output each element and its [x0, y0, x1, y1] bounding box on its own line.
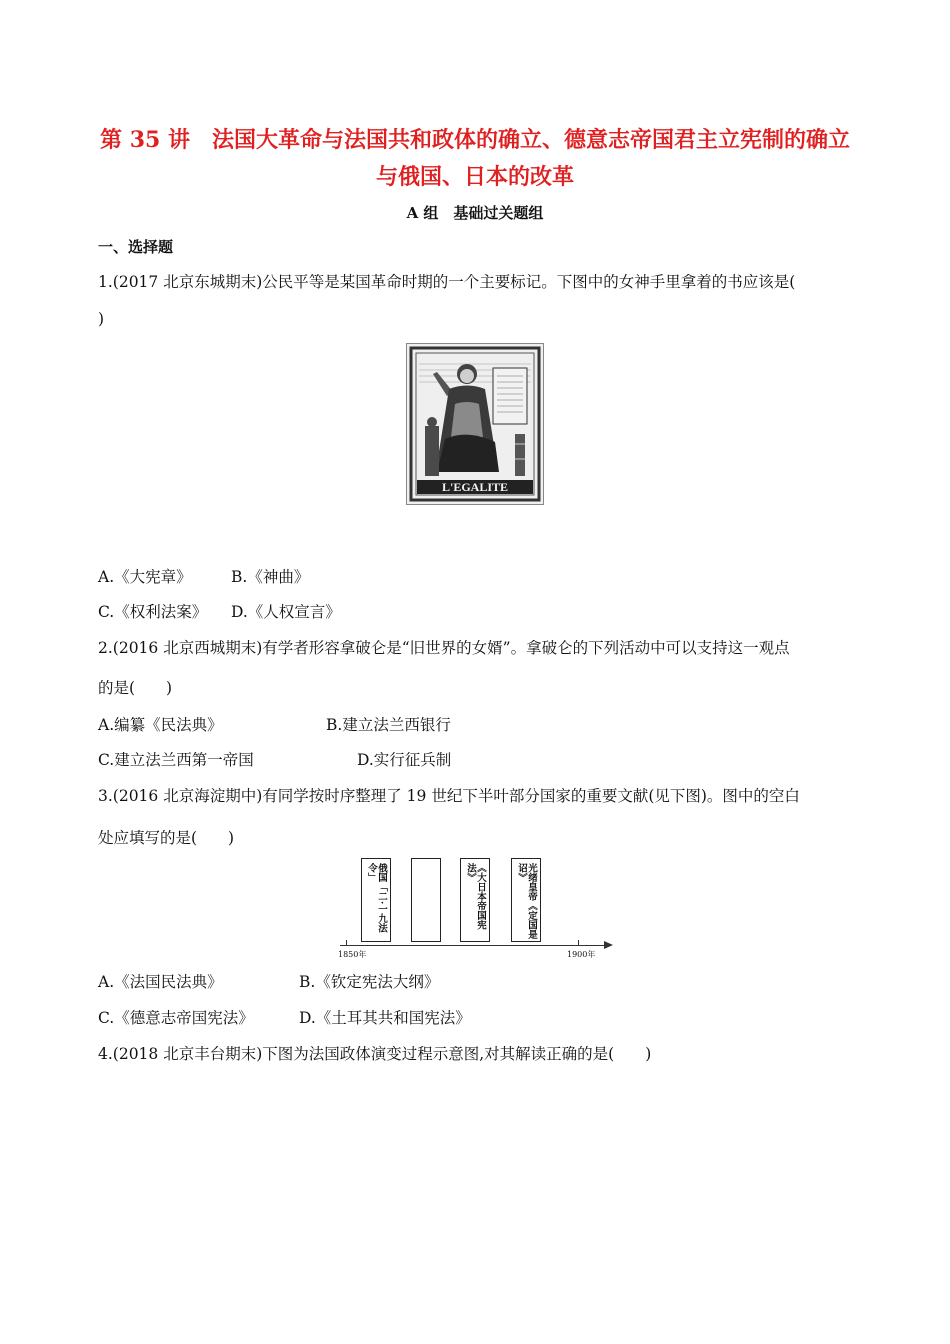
timeline-box-japan: 《大日本帝国宪法》	[460, 858, 490, 942]
q1-option-c: C.《权利法案》	[98, 603, 208, 621]
group-heading: A 组 基础过关题组	[406, 204, 544, 222]
section-heading: 一、选择题	[98, 238, 174, 256]
page-title-line1: 第 35 讲 法国大革命与法国共和政体的确立、德意志帝国君主立宪制的确立	[100, 127, 850, 153]
q1-option-a: A.《大宪章》	[98, 568, 192, 586]
question-3-text: 3.(2016 北京海淀期中)有同学按时序整理了 19 世纪下半叶部分国家的重要文献(见下图)。图中的空白	[98, 787, 800, 805]
q2-option-d: D.实行征兵制	[357, 751, 452, 769]
q3-option-b: B.《钦定宪法大纲》	[299, 973, 440, 991]
q3-option-c: C.《德意志帝国宪法》	[98, 1009, 254, 1027]
timeline-arrow-icon	[604, 940, 614, 950]
tick-1850	[346, 940, 347, 946]
timeline-axis	[340, 945, 608, 946]
timeline-start-label: 1850年	[338, 950, 367, 959]
timeline-box-blank	[411, 858, 441, 942]
timeline-box-china: 光绪皇帝《定国是诏》	[511, 858, 541, 942]
q1-option-d: D.《人权宣言》	[231, 603, 341, 621]
question-1-text-cont: )	[98, 310, 105, 328]
egalite-engraving-image	[406, 343, 544, 505]
question-2-text: 2.(2016 北京西城期末)有学者形容拿破仑是“旧世界的女婿”。拿破仑的下列活动中可以支持这一观点	[98, 639, 790, 657]
q3-option-a: A.《法国民法典》	[98, 973, 223, 991]
timeline-box-russia: 俄国「二·一九法令」	[361, 858, 391, 942]
question-2-text-cont: 的是( )	[98, 679, 173, 697]
engraving-caption: L'EGALITE	[441, 480, 509, 494]
question-4-text: 4.(2018 北京丰台期末)下图为法国政体演变过程示意图,对其解读正确的是( )	[98, 1045, 652, 1063]
question-3-text-cont: 处应填写的是( )	[98, 829, 235, 847]
question-1-text: 1.(2017 北京东城期末)公民平等是某国革命时期的一个主要标记。下图中的女神手里拿着的书应该是(	[98, 273, 796, 291]
timeline-end-label: 1900年	[567, 950, 596, 959]
q3-option-d: D.《土耳其共和国宪法》	[299, 1009, 471, 1027]
q2-option-a: A.编纂《民法典》	[98, 716, 223, 734]
page-title-line2: 与俄国、日本的改革	[375, 164, 574, 190]
q1-option-b: B.《神曲》	[231, 568, 310, 586]
q2-option-c: C.建立法兰西第一帝国	[98, 751, 254, 769]
tick-1900	[578, 940, 579, 946]
q2-option-b: B.建立法兰西银行	[326, 716, 451, 734]
